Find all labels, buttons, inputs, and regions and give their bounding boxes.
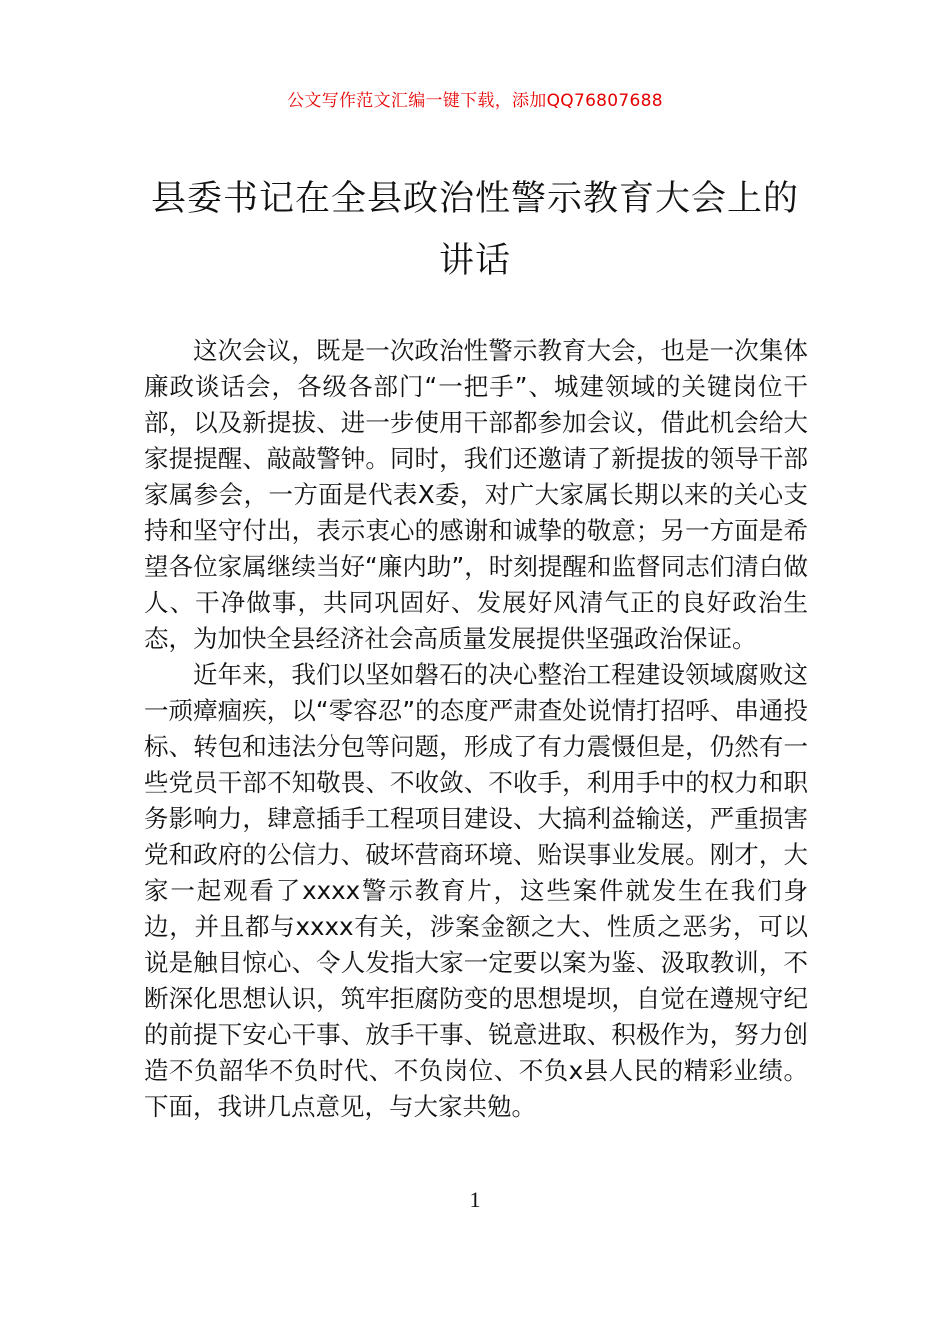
paragraph-2: 近年来，我们以坚如磐石的决心整治工程建设领域腐败这一顽瘴痼疾，以“零容忍”的态度严肃查处说情打招呼、串通投标、转包和违法分包等问题，形成了有力震慑但是，仍然有一些党员干部不知敬畏、不收敛、不收手，利用手中的权力和职务影响力，肆意插手工程项目建设、大搞利益输送，严重损害党和政府的公信力、破坏营商环境、贻误事业发展。刚才，大家一起观看了xxxx警示教育片，这些案件就发生在我们身边，并且都与xxxx有关，涉案金额之大、性质之恶劣，可以说是触目惊心、令人发指大家一定要以案为鉴、汲取教训，不断深化思想认识，筑牢拒腐防变的思想堤坝，自觉在遵规守纪的前提下安心干事、放手干事、锐意进取、积极作为，努力创造不负韶华不负时代、不负岗位、不负x县人民的精彩业绩。下面，我讲几点意见，与大家共勉。	[144, 660, 808, 1121]
title-line-2: 讲话	[438, 241, 511, 281]
paragraph-1: 这次会议，既是一次政治性警示教育大会，也是一次集体廉政谈话会，各级各部门“一把手”、城建领域的关键岗位干部，以及新提拔、进一步使用干部都参加会议，借此机会给大家提提醒、敲敲警钟。同时，我们还邀请了新提拔的领导干部家属参会，一方面是代表X委，对广大家属长期以来的关心支持和坚守付出，表示衷心的感谢和诚挚的敬意；另一方面是希望各位家属继续当好“廉内助”，时刻提醒和监督同志们清白做人、干净做事，共同巩固好、发展好风清气正的良好政治生态，为加快全县经济社会高质量发展提供坚强政治保证。	[144, 336, 808, 653]
document-body	[144, 333, 808, 1125]
document-title	[100, 168, 850, 292]
title-line-1: 县委书记在全县政治性警示教育大会上的	[150, 179, 799, 219]
promo-header-text: 公文写作范文汇编一键下载，添加QQ76807688	[287, 91, 663, 111]
page-number: 1	[469, 1187, 481, 1212]
